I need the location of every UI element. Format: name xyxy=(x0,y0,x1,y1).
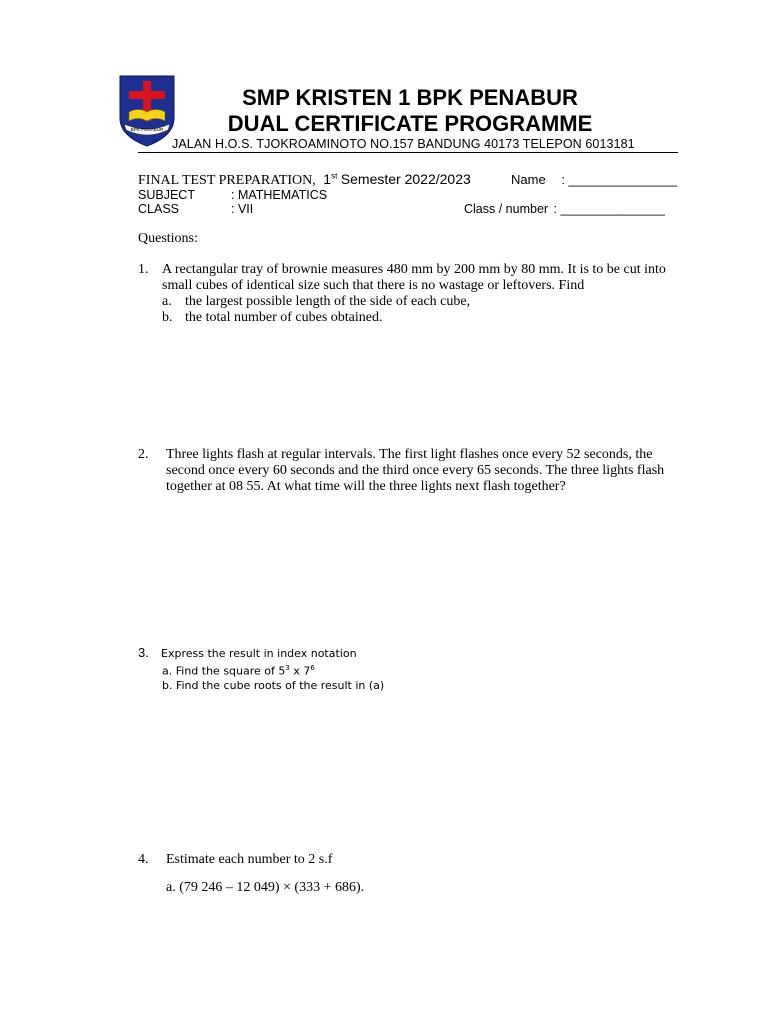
name-field xyxy=(511,172,677,187)
class-number-blank: : _______________ xyxy=(553,202,665,216)
question-3-number: 3. xyxy=(138,645,149,660)
school-logo xyxy=(116,74,178,150)
name-blank: : _______________ xyxy=(561,172,677,187)
header-divider xyxy=(138,152,678,153)
question-3-part-b: b. Find the cube roots of the result in (a) xyxy=(162,678,385,692)
question-3-part-a: a. Find the square of $5^3$ x $7^6$ xyxy=(162,664,315,678)
question-4-text: Estimate each number to 2 s.f xyxy=(166,852,333,867)
question-2-number: 2. xyxy=(138,447,149,462)
class-number-label: Class / number xyxy=(464,202,549,216)
logo-text: BPK PENABUR xyxy=(130,127,164,132)
question-4-part-a: a. (79 246 – 12 049) × (333 + 686). xyxy=(166,880,365,895)
school-name: SMP KRISTEN 1 BPK PENABUR xyxy=(242,85,578,110)
semester-number: 1 xyxy=(323,171,332,187)
semester-text: Semester 2022/2023 xyxy=(340,171,471,187)
test-title-text: FINAL TEST PREPARATION, xyxy=(138,173,316,188)
class-value: : VII xyxy=(231,202,254,216)
subject-value: : MATHEMATICS xyxy=(231,188,328,202)
question-1-part-b: b. the total number of cubes obtained. xyxy=(162,310,383,325)
subject-label: SUBJECT xyxy=(138,188,195,202)
questions-heading: Questions: xyxy=(138,231,198,246)
question-1-part-a: a. the largest possible length of the side of each cube, xyxy=(162,294,471,309)
school-address: JALAN H.O.S. TJOKROAMINOTO NO.157 BANDUNG 40173 TELEPON 6013181 xyxy=(172,137,635,151)
semester-suffix: st xyxy=(331,171,338,181)
programme-title: DUAL CERTIFICATE PROGRAMME xyxy=(227,111,593,136)
question-3 xyxy=(161,647,384,693)
question-1 xyxy=(162,262,682,326)
class-number-field xyxy=(464,202,665,216)
question-2-text: Three lights flash at regular intervals. The first light flashes once every 52 seconds, the second once every 60 seconds and the third once every 65 seconds. The three lights flash together at 08 55. At what time will the three lights next flash together? xyxy=(166,447,665,494)
question-3-text: Express the result in index notation xyxy=(161,647,357,660)
question-4-number: 4. xyxy=(138,852,149,867)
class-label: CLASS xyxy=(138,202,179,216)
question-1-text: A rectangular tray of brownie measures 480 mm by 200 mm by 80 mm. It is to be cut into small cubes of identical size such that there is no wastage or leftovers. Find xyxy=(162,262,666,293)
question-1-number: 1. xyxy=(138,262,149,277)
test-title xyxy=(138,171,471,189)
name-label: Name xyxy=(511,172,546,187)
